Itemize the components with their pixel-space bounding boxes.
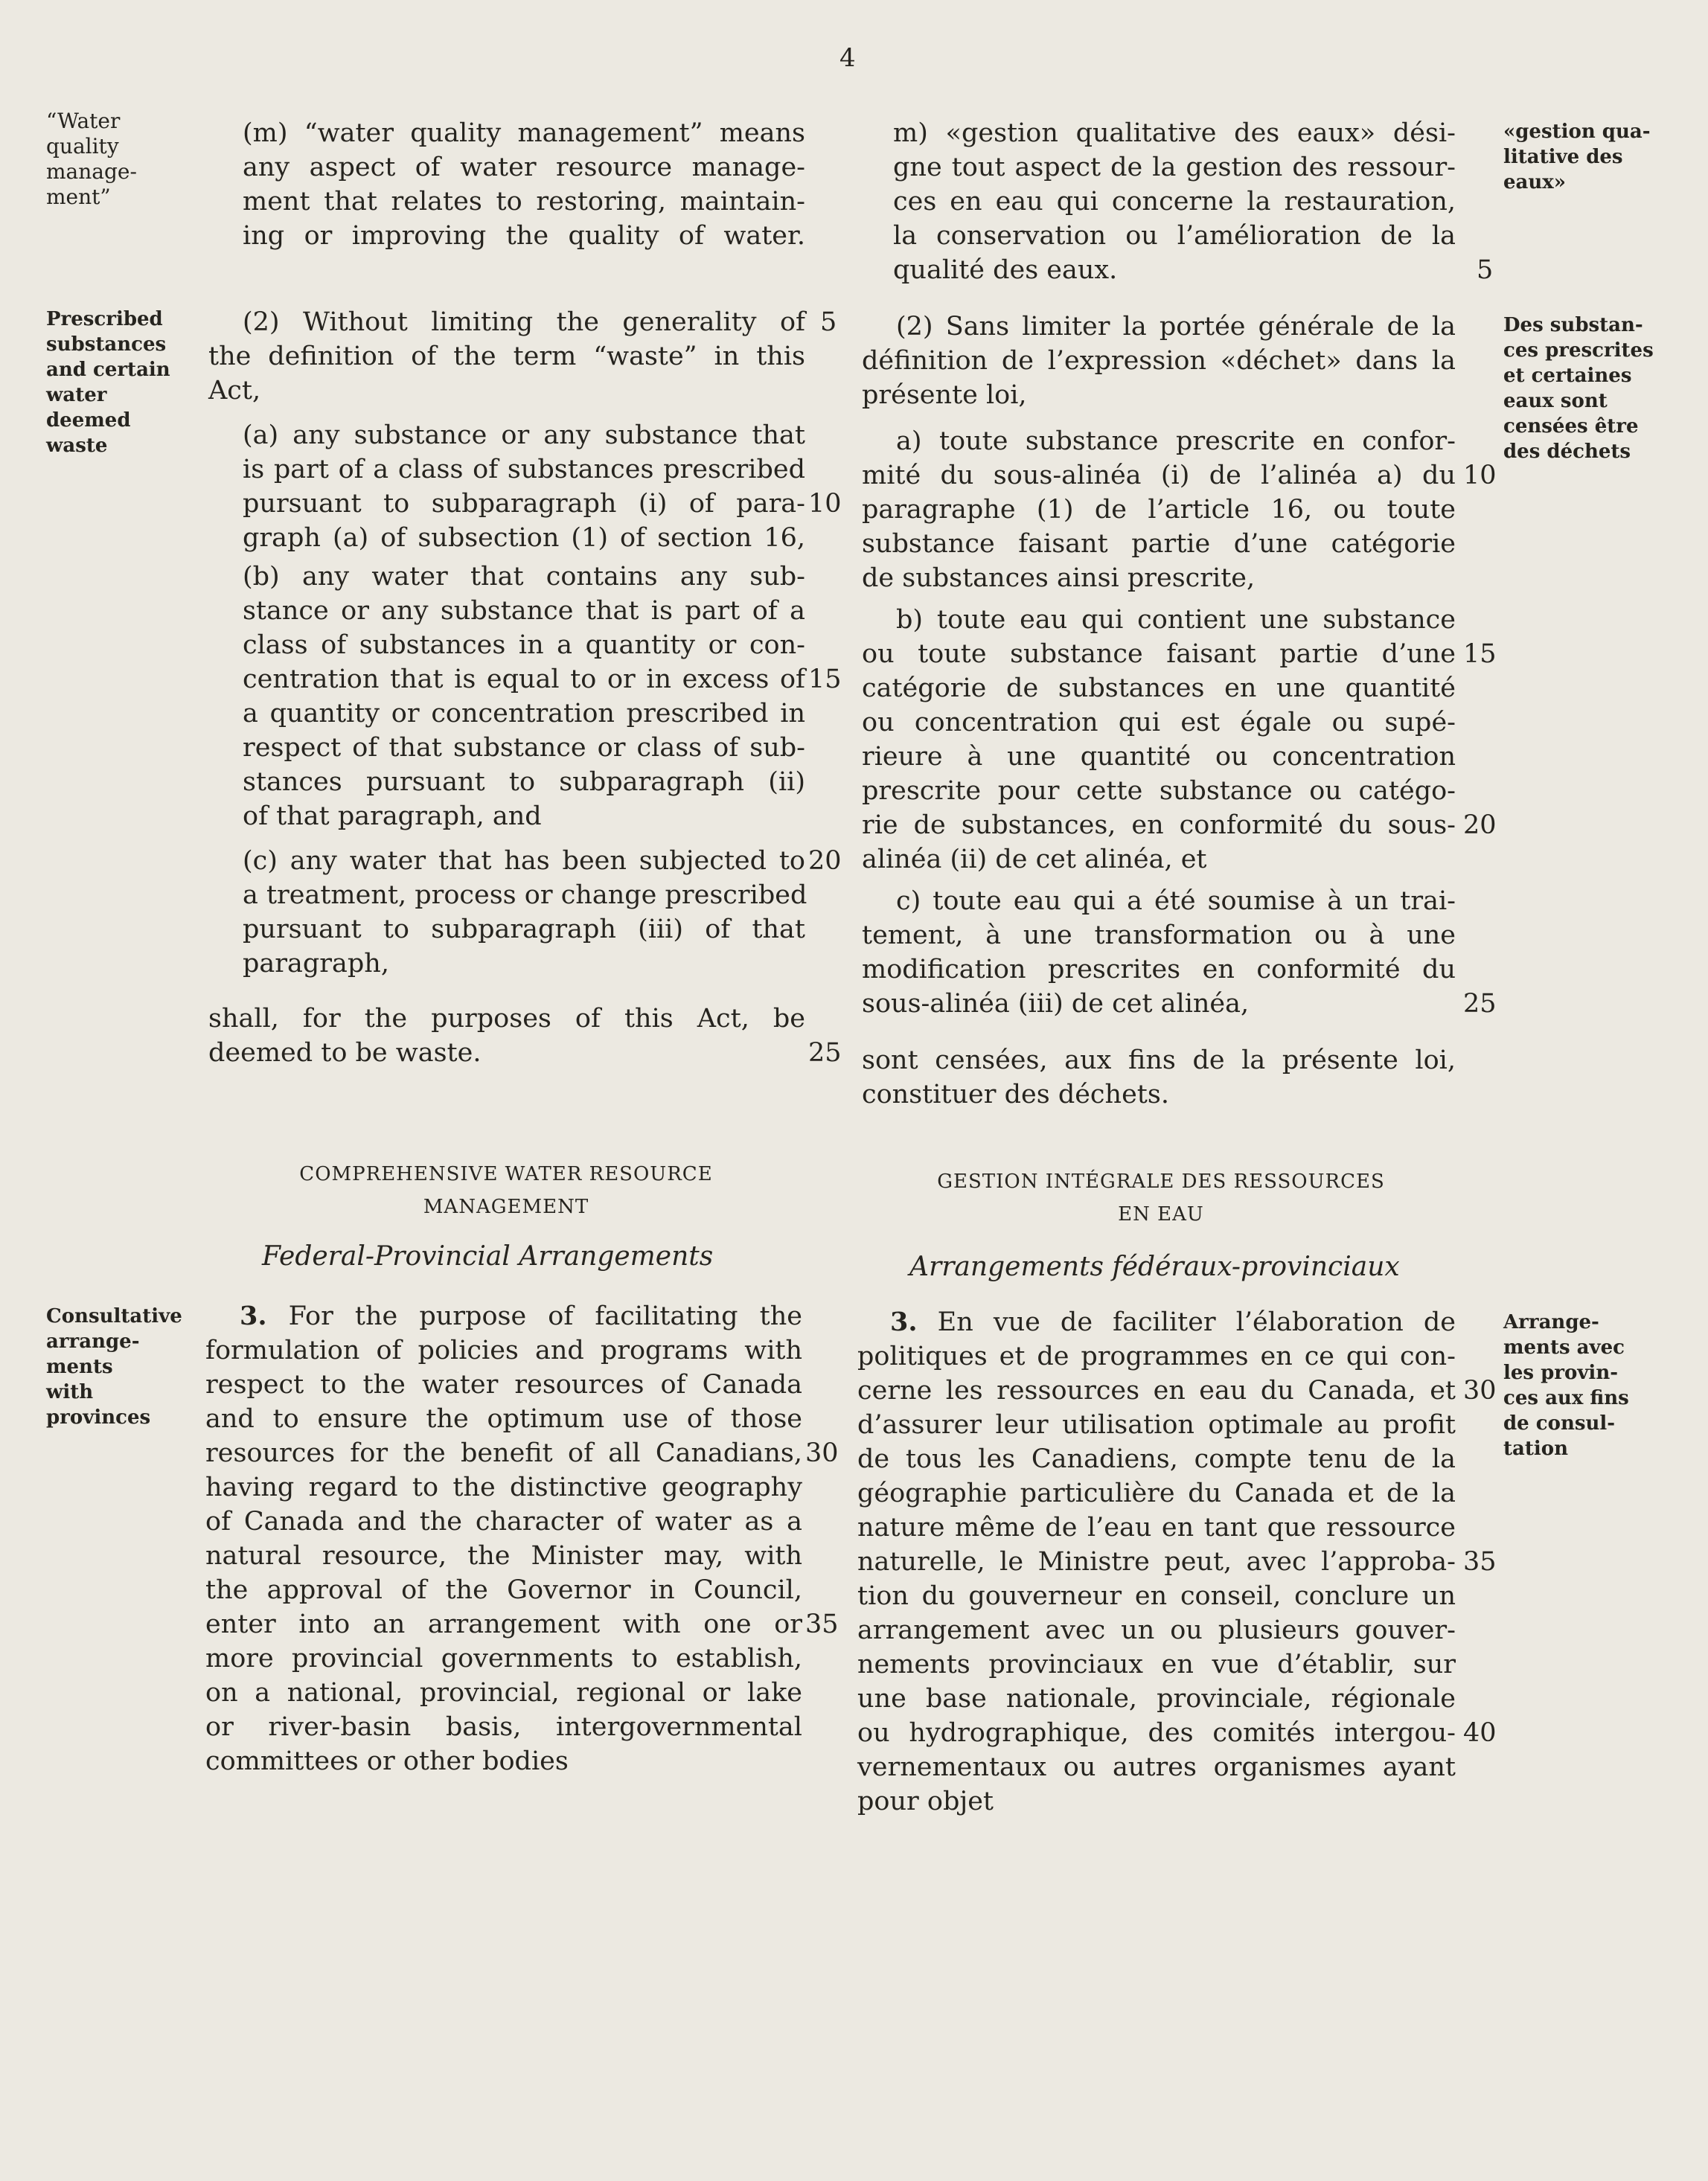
margin-line: Consultative xyxy=(46,1305,182,1328)
text-line xyxy=(240,1299,802,1333)
text-line: modification prescrites en conformité du xyxy=(862,955,1456,984)
margin-line: arrange- xyxy=(46,1330,140,1353)
line-number: 35 xyxy=(805,1610,839,1639)
text-line: tion du gouverneur en conseil, conclure un xyxy=(857,1581,1456,1611)
text-line: formulation of policies and programs with xyxy=(205,1336,802,1365)
text-line: gne tout aspect de la gestion des ressour- xyxy=(893,153,1456,182)
text-line: (c) any water that has been subjected to xyxy=(243,846,805,876)
text-line: deemed to be waste. xyxy=(208,1038,482,1068)
text-line: the approval of the Governor in Council, xyxy=(205,1575,802,1605)
text-line: (m) “water quality management” means xyxy=(243,118,805,148)
text-line: a quantity or concentration prescribed in xyxy=(243,699,805,728)
line-number: 40 xyxy=(1463,1718,1497,1748)
line-number: 35 xyxy=(1463,1547,1497,1577)
text-line: of that paragraph, and xyxy=(243,801,542,831)
section-heading-en xyxy=(223,1158,789,1223)
text-line: graph (a) of subsection (1) of section 16, xyxy=(243,523,805,553)
line-number: 5 xyxy=(820,307,837,337)
text-line: ces en eau qui concerne la restauration, xyxy=(893,187,1456,217)
text-line: géographie particulière du Canada et de la xyxy=(857,1479,1456,1508)
text-line: stance or any substance that is part of a xyxy=(243,596,805,626)
line-number: 20 xyxy=(1463,810,1497,840)
text-line: ou hydrographique, des comités intergou- xyxy=(857,1718,1456,1748)
margin-line: and certain xyxy=(46,359,170,381)
text-line: natural resource, the Minister may, with xyxy=(205,1541,802,1571)
margin-line: with xyxy=(46,1381,94,1403)
subheading-fr: Arrangements fédéraux-provinciaux xyxy=(909,1252,1400,1282)
text-line: any aspect of water resource manage- xyxy=(243,153,805,182)
line-number: 30 xyxy=(805,1438,839,1468)
margin-line: ments avec xyxy=(1503,1336,1625,1359)
text-line: la conservation ou l’amélioration de la xyxy=(893,221,1456,251)
text-line: c) toute eau qui a été soumise à un trai- xyxy=(896,886,1456,916)
margin-note-prescribed-substances xyxy=(46,307,170,458)
text-line: (a) any substance or any substance that xyxy=(243,420,805,450)
text-line: having regard to the distinctive geography xyxy=(205,1473,802,1502)
text-line: and to ensure the optimum use of those xyxy=(205,1404,802,1434)
text-line: de tous les Canadiens, compte tenu de la xyxy=(857,1444,1456,1474)
text-line: a treatment, process or change prescribed xyxy=(243,880,807,910)
text-line: Act, xyxy=(208,376,261,406)
margin-line: substances xyxy=(46,333,167,356)
text-line: committees or other bodies xyxy=(205,1746,569,1776)
text-line: enter into an arrangement with one or xyxy=(205,1610,802,1639)
text-line: of Canada and the character of water as a xyxy=(205,1507,802,1537)
text-line: respect to the water resources of Canada xyxy=(205,1370,802,1400)
text-line: (b) any water that contains any sub- xyxy=(243,562,805,592)
text-line: mité du sous-alinéa (i) de l’alinéa a) du xyxy=(862,461,1456,490)
text-line: substance faisant partie d’une catégorie xyxy=(862,529,1456,559)
heading-line: GESTION INTÉGRALE DES RESSOURCES xyxy=(937,1170,1385,1193)
line-number: 25 xyxy=(808,1038,842,1068)
text-line: a) toute substance prescrite en confor- xyxy=(896,426,1456,456)
text-line: class of substances in a quantity or con- xyxy=(243,630,805,660)
text-line: on a national, provincial, regional or lake xyxy=(205,1678,802,1708)
text-line: politiques et de programmes en ce qui con- xyxy=(857,1342,1456,1371)
margin-line: provinces xyxy=(46,1406,151,1429)
margin-note-des-substances-prescrites xyxy=(1503,313,1654,464)
margin-line: eaux sont xyxy=(1503,390,1608,412)
text-line: nature même de l’eau en tant que ressource xyxy=(857,1513,1456,1543)
heading-line: MANAGEMENT xyxy=(423,1196,589,1218)
text-line: ou concentration qui est égale ou supé- xyxy=(862,708,1456,737)
line-number: 15 xyxy=(808,664,842,694)
text-line: the definition of the term “waste” in this xyxy=(208,342,805,371)
text-line: stances pursuant to subparagraph (ii) xyxy=(243,767,805,797)
text-line: naturelle, le Ministre peut, avec l’approba- xyxy=(857,1547,1456,1577)
text-line: pursuant to subparagraph (i) of para- xyxy=(243,489,805,519)
page-number: 4 xyxy=(839,43,856,73)
text-line: shall, for the purposes of this Act, be xyxy=(208,1004,805,1034)
margin-line: deemed xyxy=(46,409,131,432)
margin-line: eaux» xyxy=(1503,171,1567,193)
text-line: rie de substances, en conformité du sous- xyxy=(862,810,1456,840)
text-line: or river-basin basis, intergovernmental xyxy=(205,1712,802,1742)
text-line: m) «gestion qualitative des eaux» dési- xyxy=(893,118,1456,148)
margin-line: Des substan- xyxy=(1503,314,1643,336)
margin-line: Arrange- xyxy=(1503,1311,1599,1333)
heading-line: COMPREHENSIVE WATER RESOURCE xyxy=(299,1163,713,1185)
text-line: ing or improving the quality of water. xyxy=(243,221,805,251)
margin-note-arrangements-avec-provinces xyxy=(1503,1310,1629,1461)
line-number: 30 xyxy=(1463,1376,1497,1406)
text-line: rieure à une quantité ou concentration xyxy=(862,742,1456,772)
text-line: sous-alinéa (iii) de cet alinéa, xyxy=(862,989,1250,1019)
margin-line: «gestion qua- xyxy=(1503,121,1651,143)
text-line: une base nationale, provinciale, régionale xyxy=(857,1684,1456,1714)
text-line: resources for the benefit of all Canadians, xyxy=(205,1438,802,1468)
margin-line: water xyxy=(46,384,107,406)
line-number: 15 xyxy=(1463,639,1497,669)
text-line: pursuant to subparagraph (iii) of that xyxy=(243,915,805,944)
text-line: tement, à une transformation ou à une xyxy=(862,920,1456,950)
text-line: arrangement avec un ou plusieurs gouver- xyxy=(857,1615,1456,1645)
text-line: respect of that substance or class of sub- xyxy=(243,733,805,763)
text-line: pour objet xyxy=(857,1787,994,1816)
margin-line: ces aux fins xyxy=(1503,1387,1629,1409)
margin-line: litative des xyxy=(1503,146,1623,168)
line-number: 20 xyxy=(808,846,842,876)
text-line: définition de l’expression «déchet» dans la xyxy=(862,346,1456,376)
text-line: centration that is equal to or in excess of xyxy=(243,664,805,694)
margin-line: “Water xyxy=(46,109,121,133)
text-line: qualité des eaux. xyxy=(893,255,1118,285)
text-line xyxy=(890,1305,1456,1339)
text-line: sont censées, aux fins de la présente loi, xyxy=(862,1045,1456,1075)
text-line: paragraphe (1) de l’article 16, ou toute xyxy=(862,495,1456,525)
margin-line: et certaines xyxy=(1503,365,1632,387)
text-line: vernementaux ou autres organismes ayant xyxy=(857,1752,1456,1782)
text-line: is part of a class of substances prescribed xyxy=(243,455,805,484)
heading-line: EN EAU xyxy=(1118,1203,1204,1226)
text-fragment: En vue de faciliter l’élaboration de xyxy=(937,1307,1456,1337)
text-line: (2) Without limiting the generality of xyxy=(243,307,805,337)
line-number: 25 xyxy=(1463,989,1497,1019)
text-line: prescrite pour cette substance ou catégo- xyxy=(862,776,1456,806)
subheading-en: Federal-Provincial Arrangements xyxy=(262,1241,714,1272)
text-line: d’assurer leur utilisation optimale au profit xyxy=(857,1410,1456,1440)
margin-line: ments xyxy=(46,1356,113,1378)
text-line: ou toute substance faisant partie d’une xyxy=(862,639,1456,669)
text-line: alinéa (ii) de cet alinéa, et xyxy=(862,845,1207,874)
text-line: de substances ainsi prescrite, xyxy=(862,563,1256,593)
text-line: b) toute eau qui contient une substance xyxy=(896,605,1456,635)
text-line: nements provinciaux en vue d’établir, sur xyxy=(857,1650,1456,1679)
text-line: ment that relates to restoring, maintain- xyxy=(243,187,805,217)
show-through-texture xyxy=(1481,119,1486,143)
margin-line: waste xyxy=(46,435,108,457)
text-line: cerne les ressources en eau du Canada, et xyxy=(857,1376,1456,1406)
text-line: présente loi, xyxy=(862,380,1027,410)
line-number: 5 xyxy=(1477,255,1494,285)
line-number: 10 xyxy=(808,489,842,519)
margin-line: les provin- xyxy=(1503,1362,1619,1384)
margin-line: tation xyxy=(1503,1438,1568,1460)
section-number: 3. xyxy=(890,1307,918,1337)
margin-note-consultative-arrangements xyxy=(46,1304,182,1430)
text-line: paragraph, xyxy=(243,949,389,979)
text-line: constituer des déchets. xyxy=(862,1080,1169,1109)
margin-line: ces prescrites xyxy=(1503,339,1654,362)
margin-note-water-quality-management xyxy=(46,109,137,210)
text-line: more provincial governments to establish, xyxy=(205,1644,802,1674)
line-number: 10 xyxy=(1463,461,1497,490)
section-number: 3. xyxy=(240,1301,267,1331)
margin-line: des déchets xyxy=(1503,441,1631,463)
text-fragment: For the purpose of facilitating the xyxy=(288,1301,802,1331)
margin-line: quality xyxy=(46,134,119,158)
margin-line: de consul- xyxy=(1503,1412,1616,1435)
margin-note-gestion-qualitative xyxy=(1503,119,1651,195)
margin-line: censées être xyxy=(1503,415,1639,438)
margin-line: Prescribed xyxy=(46,308,163,330)
text-line: (2) Sans limiter la portée générale de la xyxy=(896,312,1456,342)
section-heading-fr xyxy=(878,1165,1444,1231)
text-line: catégorie de substances en une quantité xyxy=(862,673,1456,703)
margin-line: ment” xyxy=(46,185,111,209)
margin-line: manage- xyxy=(46,159,137,184)
